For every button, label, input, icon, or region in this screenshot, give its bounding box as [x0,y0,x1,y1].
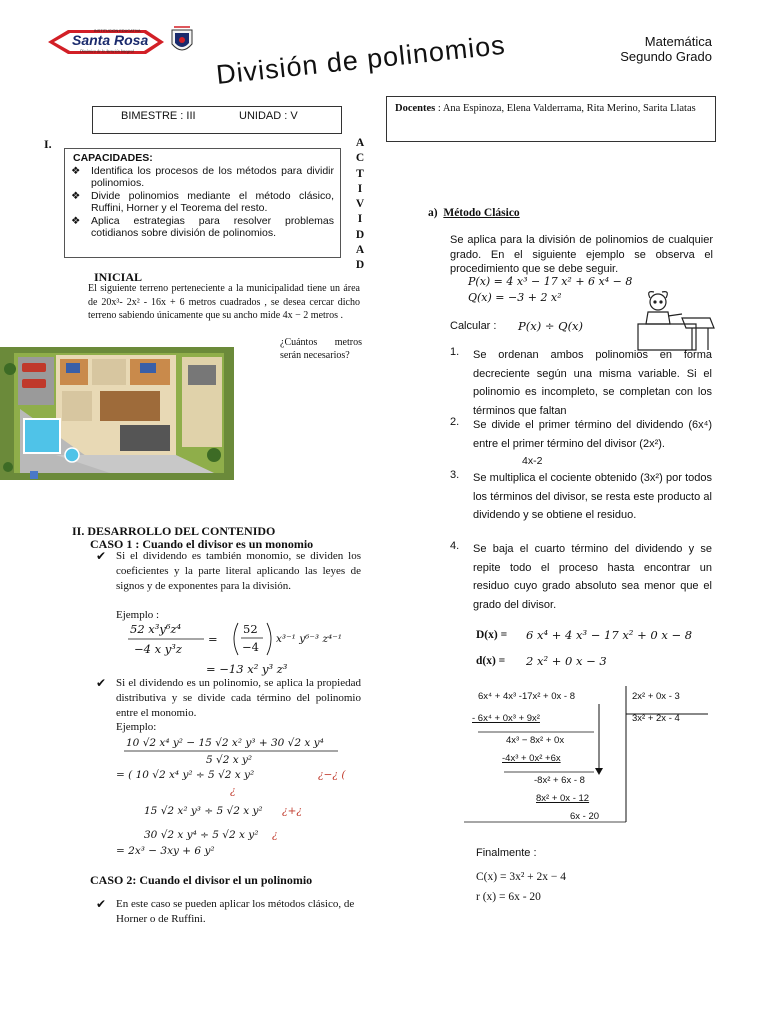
metodo-intro: Se aplica para la división de polinomios de cualquier grado. En el siguiente ejemplo se observa el procedimiento que se debe seguir. [450,234,713,275]
subject-label: Matemática [644,34,712,49]
step-3-text: Se multiplica el cociente obtenido (3x²) por todos los términos del divisor, se resta este producto al dividendo y se obtiene el residuo. [473,472,712,521]
caso1-title: CASO 1 : Cuando el divisor es un monomio [90,537,314,551]
example-2-math [112,732,364,862]
metodo-letter: a) [428,207,438,219]
capacidades-list [71,165,334,240]
inicial-problem-text: El siguiente terreno perteneciente a la municipalidad tiene un área de 20x³- 2x² - 16x + 6 metros cuadrados , se desea cercar dicho terreno sabiendo únicamente que su ancho mide 4x − 2 metros . [88,283,360,321]
svg-text:−4 x y³z: −4 x y³z [134,642,182,656]
d-expression: 2 x² + 0 x − 3 [526,654,607,668]
d-label: d(x) = [476,655,506,667]
division-divisor: 2x² + 0x - 3 [632,691,680,702]
docentes-label: Docentes [395,103,436,114]
division-dividend: 6x⁴ + 4x³ -17x² + 0x - 8 [478,691,576,702]
svg-text:x³⁻¹ y⁶⁻³ z⁴⁻¹: x³⁻¹ y⁶⁻³ z⁴⁻¹ [276,633,342,645]
svg-text:Dinámica de la Atención Integr: Dinámica de la Atención Integral [80,48,134,54]
metodo-clasico-heading [428,207,520,219]
step-4-text: Se baja el cuarto término del dividendo y se repite todo el proceso hasta encontrar un residuo cuyo grado absoluto sea menor que el grado del divisor. [473,543,712,611]
step-2-number: 2. [450,416,460,428]
svg-text:52: 52 [243,622,258,636]
inicial-heading: INICIAL [94,270,143,284]
svg-text:¿: ¿ [272,829,278,841]
bimestre-box [92,106,342,134]
ejemplo-2-label: Ejemplo: [116,721,157,733]
calcular-label: Calcular : [450,320,497,332]
svg-text:= ( 10 √2 x⁴ y² ÷ 5 √2: = ( 10 √2 x⁴ y² ÷ 5 √2 x y² [116,769,255,781]
section-ii-title: II. DESARROLLO DEL CONTENIDO [72,524,276,538]
division-lines [464,686,714,826]
svg-text:= 2x³ − 3xy + 6 y²: = 2x³ − 3xy + 6 y² [116,845,215,857]
division-row-6: 6x - 20 [570,811,600,822]
svg-text:5 √2 x y²: 5 √2 x y² [206,754,253,766]
remainder-result: r (x) = 6x - 20 [476,891,541,903]
division-row-4: -8x² + 6x - 8 [534,775,585,786]
inicial-question: ¿Cuántos metros serán necesarios? [280,337,362,361]
division-row-5: 8x² + 0x - 12 [536,793,590,804]
step-1-number: 1. [450,346,460,358]
step-3-number: 3. [450,469,460,481]
terrain-plan-image [0,347,234,480]
svg-text:= −13 x² y³ z³: = −13 x² y³ z³ [206,662,288,676]
caso1-paragraph-2: Si el dividendo es un polinomio, se aplica la propiedad distributiva y se divide cada término del polinomio entre el monomio. [116,677,361,720]
polynomial-Q: Q(x) = −3 + 2 x² [468,291,562,304]
svg-text:−4: −4 [242,640,259,654]
caso2-paragraph: En este caso se pueden aplicar los métodos clásico, de Horner o de Ruffini. [116,898,355,926]
docentes-box [386,96,716,142]
actividad-vertical: A C T I V I D A D [355,137,365,272]
docentes-names: : Ana Espinoza, Elena Valderrama, Rita Merino, Sarita Llatas [435,103,696,114]
subject-grade [620,34,712,64]
svg-text:¿+¿: ¿+¿ [282,805,303,817]
svg-text:¿−¿ (: ¿−¿ ( [318,769,346,781]
svg-text:¿: ¿ [230,785,236,797]
division-quotient: 3x² + 2x - 4 [632,713,680,724]
metodo-title: Método Clásico [443,207,520,219]
section-i-number: I. [44,137,52,151]
diamond-bullet-icon: ❖ [71,214,81,227]
calcular-expression: P(x) ÷ Q(x) [518,319,584,333]
quotient-result: C(x) = 3x² + 2x − 4 [476,871,566,883]
bimestre-label: BIMESTRE : III [121,110,196,122]
capacidades-box [64,148,341,258]
division-row-2: 4x³ − 8x² + 0x [506,735,565,746]
D-expression: 6 x⁴ + 4 x³ − 17 x² + 0 x − 8 [526,628,693,642]
capacidad-item: ❖ Aplica estrategias para resolver problemas cotidianos sobre división de polinomios. [71,214,334,239]
capacidad-item: ❖ Identifica los procesos de los métodos para dividir polinomios. [71,164,334,189]
capacidad-item: ❖ Divide polinomios mediante el método clásico, Ruffini, Horner y el Teorema del resto. [71,189,334,214]
step-1-text: Se ordenan ambos polinomios en forma decreciente según una misma variable. Si el polinomio es incompleto, se completan con los términos que faltan [473,349,712,417]
ejemplo-1-label: Ejemplo : [116,609,160,621]
grade-label: Segundo Grado [620,49,712,64]
svg-text:52 x³y⁶z⁴: 52 x³y⁶z⁴ [130,622,182,636]
checkmark-icon: ✔ [96,549,107,563]
diamond-bullet-icon: ❖ [71,164,81,177]
student-desk-icon [632,288,718,352]
step-2-text: Se divide el primer término del dividendo (6x⁴) entre el primer término del divisor (2x²). [473,419,712,450]
caso1-paragraph-1: Si el dividendo es también monomio, se dividen los coeficientes y la parte literal aplicando las leyes de signos y de exponentes para la división. [116,550,361,593]
finalmente-label: Finalmente : [476,847,537,859]
example-1-math [126,619,366,677]
school-logo [46,24,196,60]
capacidades-label: CAPACIDADES: [73,152,153,164]
unidad-label: UNIDAD : V [239,110,298,122]
page-title: División de polinomios [214,29,507,91]
step-4-number: 4. [450,540,460,552]
division-row-1: - 6x⁴ + 0x³ + 9x² [472,713,540,724]
checkmark-icon: ✔ [96,676,107,690]
svg-text:=: = [208,632,218,646]
svg-text:Santa Rosa: Santa Rosa [72,32,149,48]
svg-text:10 √2 x⁴ y² − 15 √2 x² y³ + 30: 10 √2 x⁴ y² − 15 √2 x² y³ + 30 √2 x y⁴ [126,737,324,749]
checkmark-icon: ✔ [96,897,107,911]
svg-text:30 √2 x y⁴ ÷ 5 √2 x y²: 30 √2 x y⁴ ÷ 5 √2 x y² [144,829,259,841]
diamond-bullet-icon: ❖ [71,189,81,202]
overlap-note: 4x-2 [522,455,543,467]
D-label: D(x) = [476,629,508,641]
caso2-title: CASO 2: Cuando el divisor el un polinomio [90,873,313,887]
division-row-3: -4x³ + 0x² +6x [502,753,561,764]
polynomial-P: P(x) = 4 x³ − 17 x² + 6 x⁴ − 8 [468,275,633,288]
svg-text:INSTITUCION EDUCATIVA: INSTITUCION EDUCATIVA [94,29,141,33]
svg-text:15 √2 x² y³ ÷ 5 √2 x y²: 15 √2 x² y³ ÷ 5 √2 x y² [144,805,263,817]
